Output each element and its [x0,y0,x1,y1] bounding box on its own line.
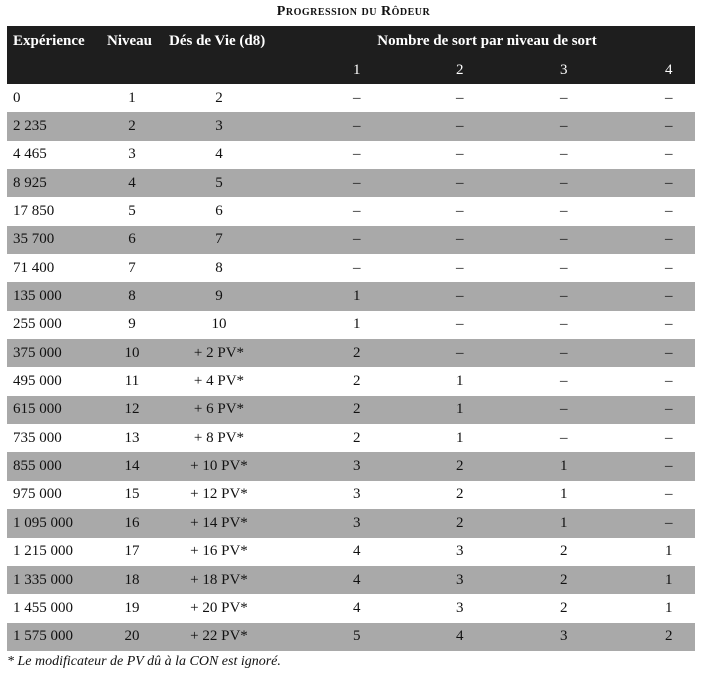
cell-spell-2: 2 [456,458,464,475]
cell-hit-dice: + 2 PV* [193,344,245,361]
cell-level: 12 [124,401,140,418]
cell-spell-4: – [665,89,673,106]
cell-spell-3: 2 [560,571,568,588]
cell-hit-dice: 9 [215,288,223,305]
cell-experience: 255 000 [13,316,62,333]
table-row [7,566,695,594]
cell-spell-4: 2 [665,628,673,645]
header-experience: Expérience [13,32,85,49]
cell-experience: 17 850 [13,203,55,220]
cell-spell-2: – [456,316,464,333]
cell-level: 20 [124,628,140,645]
cell-spell-2: 1 [456,429,464,446]
table-row [7,367,695,395]
cell-level: 6 [128,231,136,248]
cell-spell-2: – [456,288,464,305]
cell-spell-3: – [560,89,568,106]
cell-spell-2: – [456,89,464,106]
cell-level: 13 [124,429,140,446]
cell-spell-1: 5 [353,628,361,645]
table-row [7,226,695,254]
cell-spell-2: 4 [456,628,464,645]
cell-spell-3: – [560,174,568,191]
cell-experience: 1 215 000 [13,543,73,560]
cell-spell-2: – [456,174,464,191]
cell-spell-3: – [560,259,568,276]
cell-level: 2 [128,118,136,135]
cell-spell-4: 1 [665,543,673,560]
progression-table [7,26,695,651]
cell-spell-2: – [456,259,464,276]
cell-spell-4: 1 [665,599,673,616]
cell-experience: 735 000 [13,429,62,446]
cell-spell-3: – [560,373,568,390]
cell-hit-dice: + 6 PV* [193,401,245,418]
cell-level: 3 [128,146,136,163]
cell-hit-dice: + 22 PV* [190,628,248,645]
cell-spell-4: – [665,373,673,390]
cell-spell-2: 1 [456,401,464,418]
cell-spell-3: – [560,429,568,446]
table-row [7,538,695,566]
cell-hit-dice: + 8 PV* [193,429,245,446]
header-blank [7,56,105,84]
cell-spell-1: 3 [353,486,361,503]
table-row [7,282,695,310]
cell-spell-3: 3 [560,628,568,645]
table-row [7,481,695,509]
cell-experience: 135 000 [13,288,62,305]
cell-spell-4: – [665,401,673,418]
cell-spell-1: 2 [353,373,361,390]
cell-spell-3: – [560,203,568,220]
cell-spell-1: – [353,146,361,163]
cell-spell-1: 2 [353,401,361,418]
header-blank [159,56,279,84]
cell-experience: 35 700 [13,231,55,248]
cell-spell-3: 1 [560,514,568,531]
cell-experience: 375 000 [13,344,62,361]
cell-spell-2: 1 [456,373,464,390]
cell-spell-1: – [353,231,361,248]
cell-hit-dice: 2 [215,89,223,106]
header-spell-level-4: 4 [665,61,673,78]
cell-level: 16 [124,514,140,531]
table-row [7,311,695,339]
cell-hit-dice: + 20 PV* [190,599,248,616]
cell-hit-dice: 7 [215,231,223,248]
cell-spell-1: – [353,174,361,191]
cell-spell-3: – [560,146,568,163]
cell-spell-1: 4 [353,571,361,588]
cell-experience: 1 455 000 [13,599,73,616]
cell-level: 10 [124,344,140,361]
cell-spell-1: 1 [353,288,361,305]
cell-spell-1: – [353,203,361,220]
cell-experience: 975 000 [13,486,62,503]
table-row [7,339,695,367]
cell-spell-2: – [456,344,464,361]
cell-hit-dice: + 4 PV* [193,373,245,390]
cell-hit-dice: + 18 PV* [190,571,248,588]
table-row [7,169,695,197]
cell-hit-dice: 8 [215,259,223,276]
cell-level: 17 [124,543,140,560]
header-spell-level-3: 3 [560,61,568,78]
cell-spell-4: – [665,514,673,531]
header-blank [105,56,159,84]
cell-spell-2: – [456,231,464,248]
cell-hit-dice: 6 [215,203,223,220]
cell-hit-dice: + 14 PV* [190,514,248,531]
cell-hit-dice: 4 [215,146,223,163]
table-row [7,396,695,424]
table-row [7,112,695,140]
cell-experience: 8 925 [13,174,47,191]
table-row [7,424,695,452]
cell-level: 15 [124,486,140,503]
cell-spell-4: – [665,429,673,446]
cell-spell-3: – [560,316,568,333]
cell-experience: 2 235 [13,118,47,135]
cell-level: 1 [128,89,136,106]
cell-hit-dice: 5 [215,174,223,191]
header-spells: Nombre de sort par niveau de sort [377,32,597,49]
cell-spell-3: 1 [560,486,568,503]
cell-spell-4: – [665,486,673,503]
header-spell-level-1: 1 [353,61,361,78]
cell-experience: 855 000 [13,458,62,475]
cell-hit-dice: 10 [211,316,227,333]
cell-spell-3: 1 [560,458,568,475]
cell-spell-2: 3 [456,599,464,616]
cell-level: 9 [128,316,136,333]
cell-spell-1: 4 [353,543,361,560]
cell-spell-1: 1 [353,316,361,333]
cell-spell-3: 2 [560,599,568,616]
cell-spell-2: 3 [456,543,464,560]
cell-level: 4 [128,174,136,191]
cell-spell-2: – [456,203,464,220]
cell-hit-dice: + 10 PV* [190,458,248,475]
table-body [7,84,695,651]
cell-spell-2: 3 [456,571,464,588]
cell-spell-1: 3 [353,514,361,531]
cell-level: 18 [124,571,140,588]
cell-level: 14 [124,458,140,475]
cell-level: 8 [128,288,136,305]
cell-spell-2: – [456,146,464,163]
table-title: Progression du Rôdeur [276,4,431,19]
cell-spell-4: – [665,259,673,276]
cell-hit-dice: 3 [215,118,223,135]
table-row [7,197,695,225]
cell-spell-1: 4 [353,599,361,616]
cell-spell-2: 2 [456,486,464,503]
cell-spell-3: – [560,118,568,135]
header-hit-dice: Dés de Vie (d8) [169,32,266,49]
cell-experience: 495 000 [13,373,62,390]
table-row [7,594,695,622]
cell-experience: 1 095 000 [13,514,73,531]
cell-experience: 71 400 [13,259,55,276]
header-level: Niveau [107,32,152,49]
cell-spell-1: – [353,118,361,135]
cell-level: 5 [128,203,136,220]
footnote: * Le modificateur de PV dû à la CON est ignoré. [7,654,281,669]
table-row [7,623,695,651]
cell-spell-3: – [560,344,568,361]
cell-spell-1: 2 [353,344,361,361]
cell-level: 7 [128,259,136,276]
cell-spell-4: – [665,288,673,305]
cell-level: 11 [124,373,140,390]
cell-spell-4: 1 [665,571,673,588]
cell-level: 19 [124,599,140,616]
cell-spell-4: – [665,174,673,191]
cell-experience: 4 465 [13,146,47,163]
cell-spell-2: 2 [456,514,464,531]
table-header [7,26,695,84]
cell-experience: 0 [13,89,21,106]
cell-spell-3: – [560,401,568,418]
cell-hit-dice: + 16 PV* [190,543,248,560]
cell-experience: 1 335 000 [13,571,73,588]
table-row [7,84,695,112]
table-row [7,254,695,282]
table-row [7,141,695,169]
cell-spell-4: – [665,118,673,135]
table-row [7,452,695,480]
cell-spell-1: – [353,259,361,276]
cell-spell-4: – [665,203,673,220]
cell-spell-1: – [353,89,361,106]
cell-spell-4: – [665,146,673,163]
cell-spell-4: – [665,458,673,475]
cell-spell-4: – [665,231,673,248]
cell-spell-1: 2 [353,429,361,446]
cell-hit-dice: + 12 PV* [190,486,248,503]
cell-experience: 1 575 000 [13,628,73,645]
cell-spell-3: – [560,288,568,305]
cell-spell-1: 3 [353,458,361,475]
cell-spell-3: – [560,231,568,248]
table-row [7,509,695,537]
cell-spell-4: – [665,316,673,333]
cell-spell-4: – [665,344,673,361]
header-spell-level-2: 2 [456,61,464,78]
cell-experience: 615 000 [13,401,62,418]
cell-spell-2: – [456,118,464,135]
cell-spell-3: 2 [560,543,568,560]
